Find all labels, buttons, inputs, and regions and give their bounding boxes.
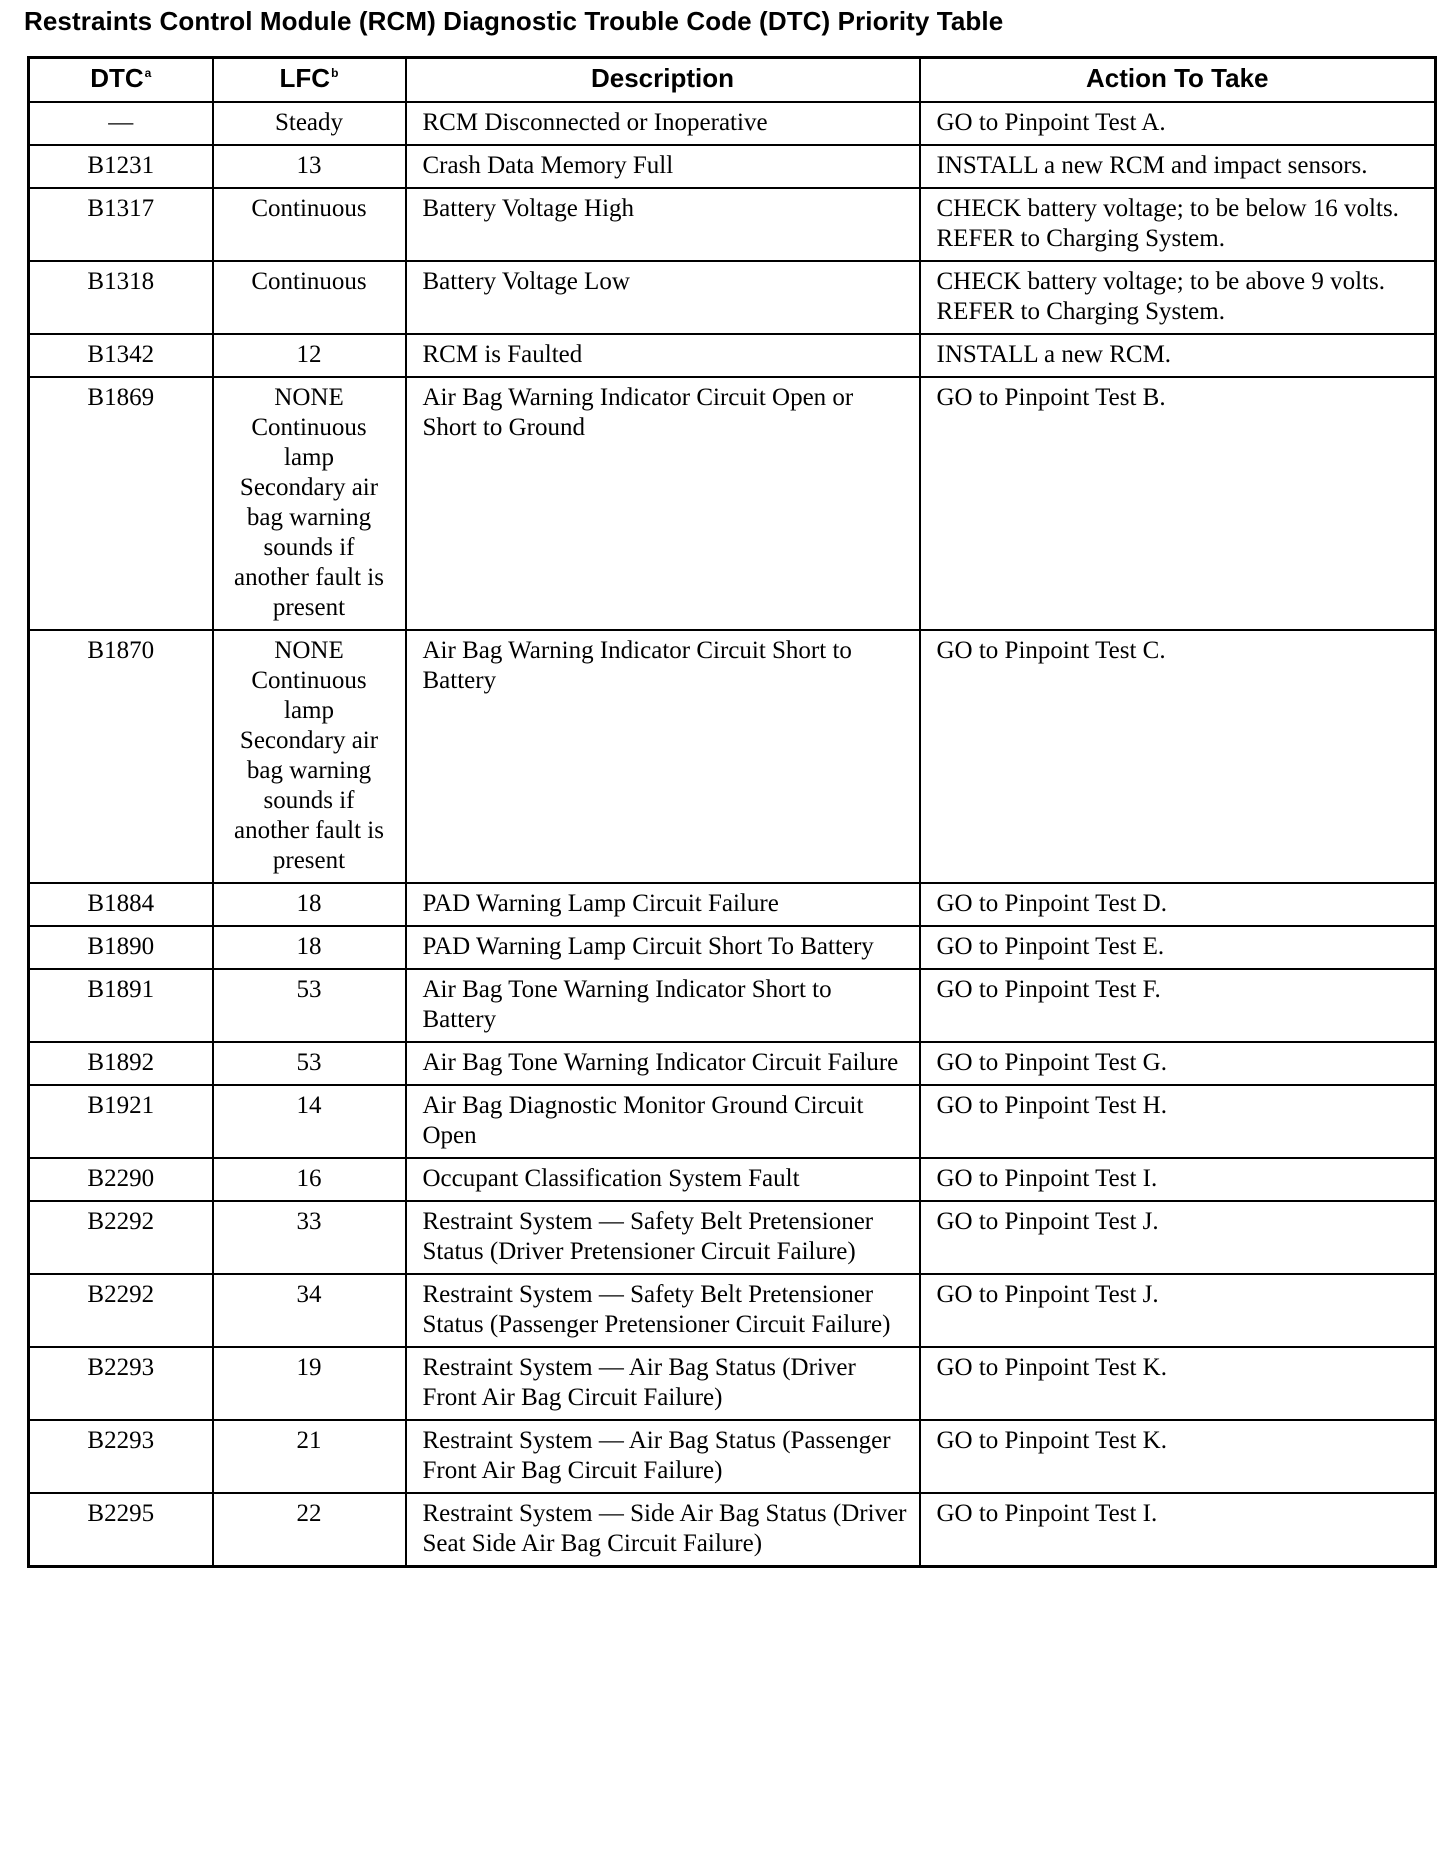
dtc-cell: B1231 xyxy=(29,145,213,188)
lfc-cell: 18 xyxy=(213,883,406,926)
action-cell: GO to Pinpoint Test J. xyxy=(920,1201,1436,1274)
table-row xyxy=(29,334,1436,377)
table-row xyxy=(29,1158,1436,1201)
description-cell: Air Bag Tone Warning Indicator Short to Battery xyxy=(406,969,920,1042)
description-cell: Occupant Classification System Fault xyxy=(406,1158,920,1201)
dtc-cell: B2293 xyxy=(29,1347,213,1420)
lfc-cell: 16 xyxy=(213,1158,406,1201)
description-cell: Crash Data Memory Full xyxy=(406,145,920,188)
table-row xyxy=(29,1420,1436,1493)
dtc-cell: B2295 xyxy=(29,1493,213,1567)
lfc-cell: Steady xyxy=(213,102,406,145)
table-row xyxy=(29,102,1436,145)
action-cell: GO to Pinpoint Test I. xyxy=(920,1493,1436,1567)
action-cell: GO to Pinpoint Test K. xyxy=(920,1347,1436,1420)
action-cell: INSTALL a new RCM. xyxy=(920,334,1436,377)
table-row xyxy=(29,926,1436,969)
lfc-cell: NONE Continuous lamp Secondary air bag warning sounds if another fault is present xyxy=(213,377,406,630)
action-cell: GO to Pinpoint Test C. xyxy=(920,630,1436,883)
description-cell: Restraint System — Side Air Bag Status (Driver Seat Side Air Bag Circuit Failure) xyxy=(406,1493,920,1567)
lfc-cell: 53 xyxy=(213,969,406,1042)
action-cell: GO to Pinpoint Test K. xyxy=(920,1420,1436,1493)
description-cell: Restraint System — Air Bag Status (Driver Front Air Bag Circuit Failure) xyxy=(406,1347,920,1420)
table-row xyxy=(29,1042,1436,1085)
footnote-marker-a: a xyxy=(144,66,152,80)
dtc-cell: B1869 xyxy=(29,377,213,630)
dtc-cell: B1342 xyxy=(29,334,213,377)
action-cell: GO to Pinpoint Test F. xyxy=(920,969,1436,1042)
dtc-cell: B1921 xyxy=(29,1085,213,1158)
dtc-cell: B2292 xyxy=(29,1274,213,1347)
table-row xyxy=(29,1493,1436,1567)
dtc-cell: B1891 xyxy=(29,969,213,1042)
dtc-cell: B1318 xyxy=(29,261,213,334)
lfc-cell: 21 xyxy=(213,1420,406,1493)
action-cell: GO to Pinpoint Test B. xyxy=(920,377,1436,630)
page-title: Restraints Control Module (RCM) Diagnostic Trouble Code (DTC) Priority Table xyxy=(24,6,1004,36)
dtc-priority-table xyxy=(27,56,1437,1568)
table-header-row xyxy=(29,58,1436,102)
description-cell: Restraint System — Safety Belt Pretensioner Status (Passenger Pretensioner Circuit Failure) xyxy=(406,1274,920,1347)
lfc-cell: Continuous xyxy=(213,261,406,334)
dtc-cell: — xyxy=(29,102,213,145)
lfc-cell: 22 xyxy=(213,1493,406,1567)
footnote-marker-b: b xyxy=(331,66,339,80)
table-row xyxy=(29,377,1436,630)
description-cell: Battery Voltage Low xyxy=(406,261,920,334)
description-cell: Air Bag Warning Indicator Circuit Short to Battery xyxy=(406,630,920,883)
description-cell: Restraint System — Air Bag Status (Passenger Front Air Bag Circuit Failure) xyxy=(406,1420,920,1493)
lfc-cell: 13 xyxy=(213,145,406,188)
action-cell: CHECK battery voltage; to be above 9 volts. REFER to Charging System. xyxy=(920,261,1436,334)
lfc-cell: 18 xyxy=(213,926,406,969)
table-row xyxy=(29,1085,1436,1158)
action-cell: CHECK battery voltage; to be below 16 volts. REFER to Charging System. xyxy=(920,188,1436,261)
lfc-cell: 12 xyxy=(213,334,406,377)
dtc-cell: B1892 xyxy=(29,1042,213,1085)
description-cell: PAD Warning Lamp Circuit Failure xyxy=(406,883,920,926)
table-body xyxy=(29,102,1436,1567)
header-action: Action To Take xyxy=(920,58,1436,102)
lfc-cell: 33 xyxy=(213,1201,406,1274)
description-cell: Restraint System — Safety Belt Pretensioner Status (Driver Pretensioner Circuit Failure) xyxy=(406,1201,920,1274)
lfc-cell: Continuous xyxy=(213,188,406,261)
action-cell: GO to Pinpoint Test I. xyxy=(920,1158,1436,1201)
dtc-cell: B2293 xyxy=(29,1420,213,1493)
action-cell: GO to Pinpoint Test E. xyxy=(920,926,1436,969)
lfc-cell: 19 xyxy=(213,1347,406,1420)
action-cell: GO to Pinpoint Test D. xyxy=(920,883,1436,926)
table-row xyxy=(29,145,1436,188)
description-cell: Air Bag Warning Indicator Circuit Open or Short to Ground xyxy=(406,377,920,630)
description-cell: RCM Disconnected or Inoperative xyxy=(406,102,920,145)
action-cell: GO to Pinpoint Test G. xyxy=(920,1042,1436,1085)
description-cell: Air Bag Tone Warning Indicator Circuit Failure xyxy=(406,1042,920,1085)
action-cell: GO to Pinpoint Test H. xyxy=(920,1085,1436,1158)
description-cell: Battery Voltage High xyxy=(406,188,920,261)
description-cell: Air Bag Diagnostic Monitor Ground Circuit Open xyxy=(406,1085,920,1158)
table-row xyxy=(29,630,1436,883)
dtc-cell: B2290 xyxy=(29,1158,213,1201)
action-cell: INSTALL a new RCM and impact sensors. xyxy=(920,145,1436,188)
description-cell: RCM is Faulted xyxy=(406,334,920,377)
table-row xyxy=(29,1274,1436,1347)
header-dtc: DTC$^a$ xyxy=(29,58,213,102)
table-row xyxy=(29,883,1436,926)
lfc-cell: 34 xyxy=(213,1274,406,1347)
table-row xyxy=(29,1347,1436,1420)
lfc-cell: 53 xyxy=(213,1042,406,1085)
description-cell: PAD Warning Lamp Circuit Short To Battery xyxy=(406,926,920,969)
table-row xyxy=(29,1201,1436,1274)
dtc-cell: B1884 xyxy=(29,883,213,926)
dtc-cell: B2292 xyxy=(29,1201,213,1274)
table-row xyxy=(29,188,1436,261)
lfc-cell: NONE Continuous lamp Secondary air bag warning sounds if another fault is present xyxy=(213,630,406,883)
header-lfc: LFC$^b$ xyxy=(213,58,406,102)
lfc-cell: 14 xyxy=(213,1085,406,1158)
header-description: Description xyxy=(406,58,920,102)
dtc-cell: B1317 xyxy=(29,188,213,261)
table-row xyxy=(29,261,1436,334)
table-row xyxy=(29,969,1436,1042)
action-cell: GO to Pinpoint Test J. xyxy=(920,1274,1436,1347)
dtc-cell: B1890 xyxy=(29,926,213,969)
dtc-cell: B1870 xyxy=(29,630,213,883)
action-cell: GO to Pinpoint Test A. xyxy=(920,102,1436,145)
